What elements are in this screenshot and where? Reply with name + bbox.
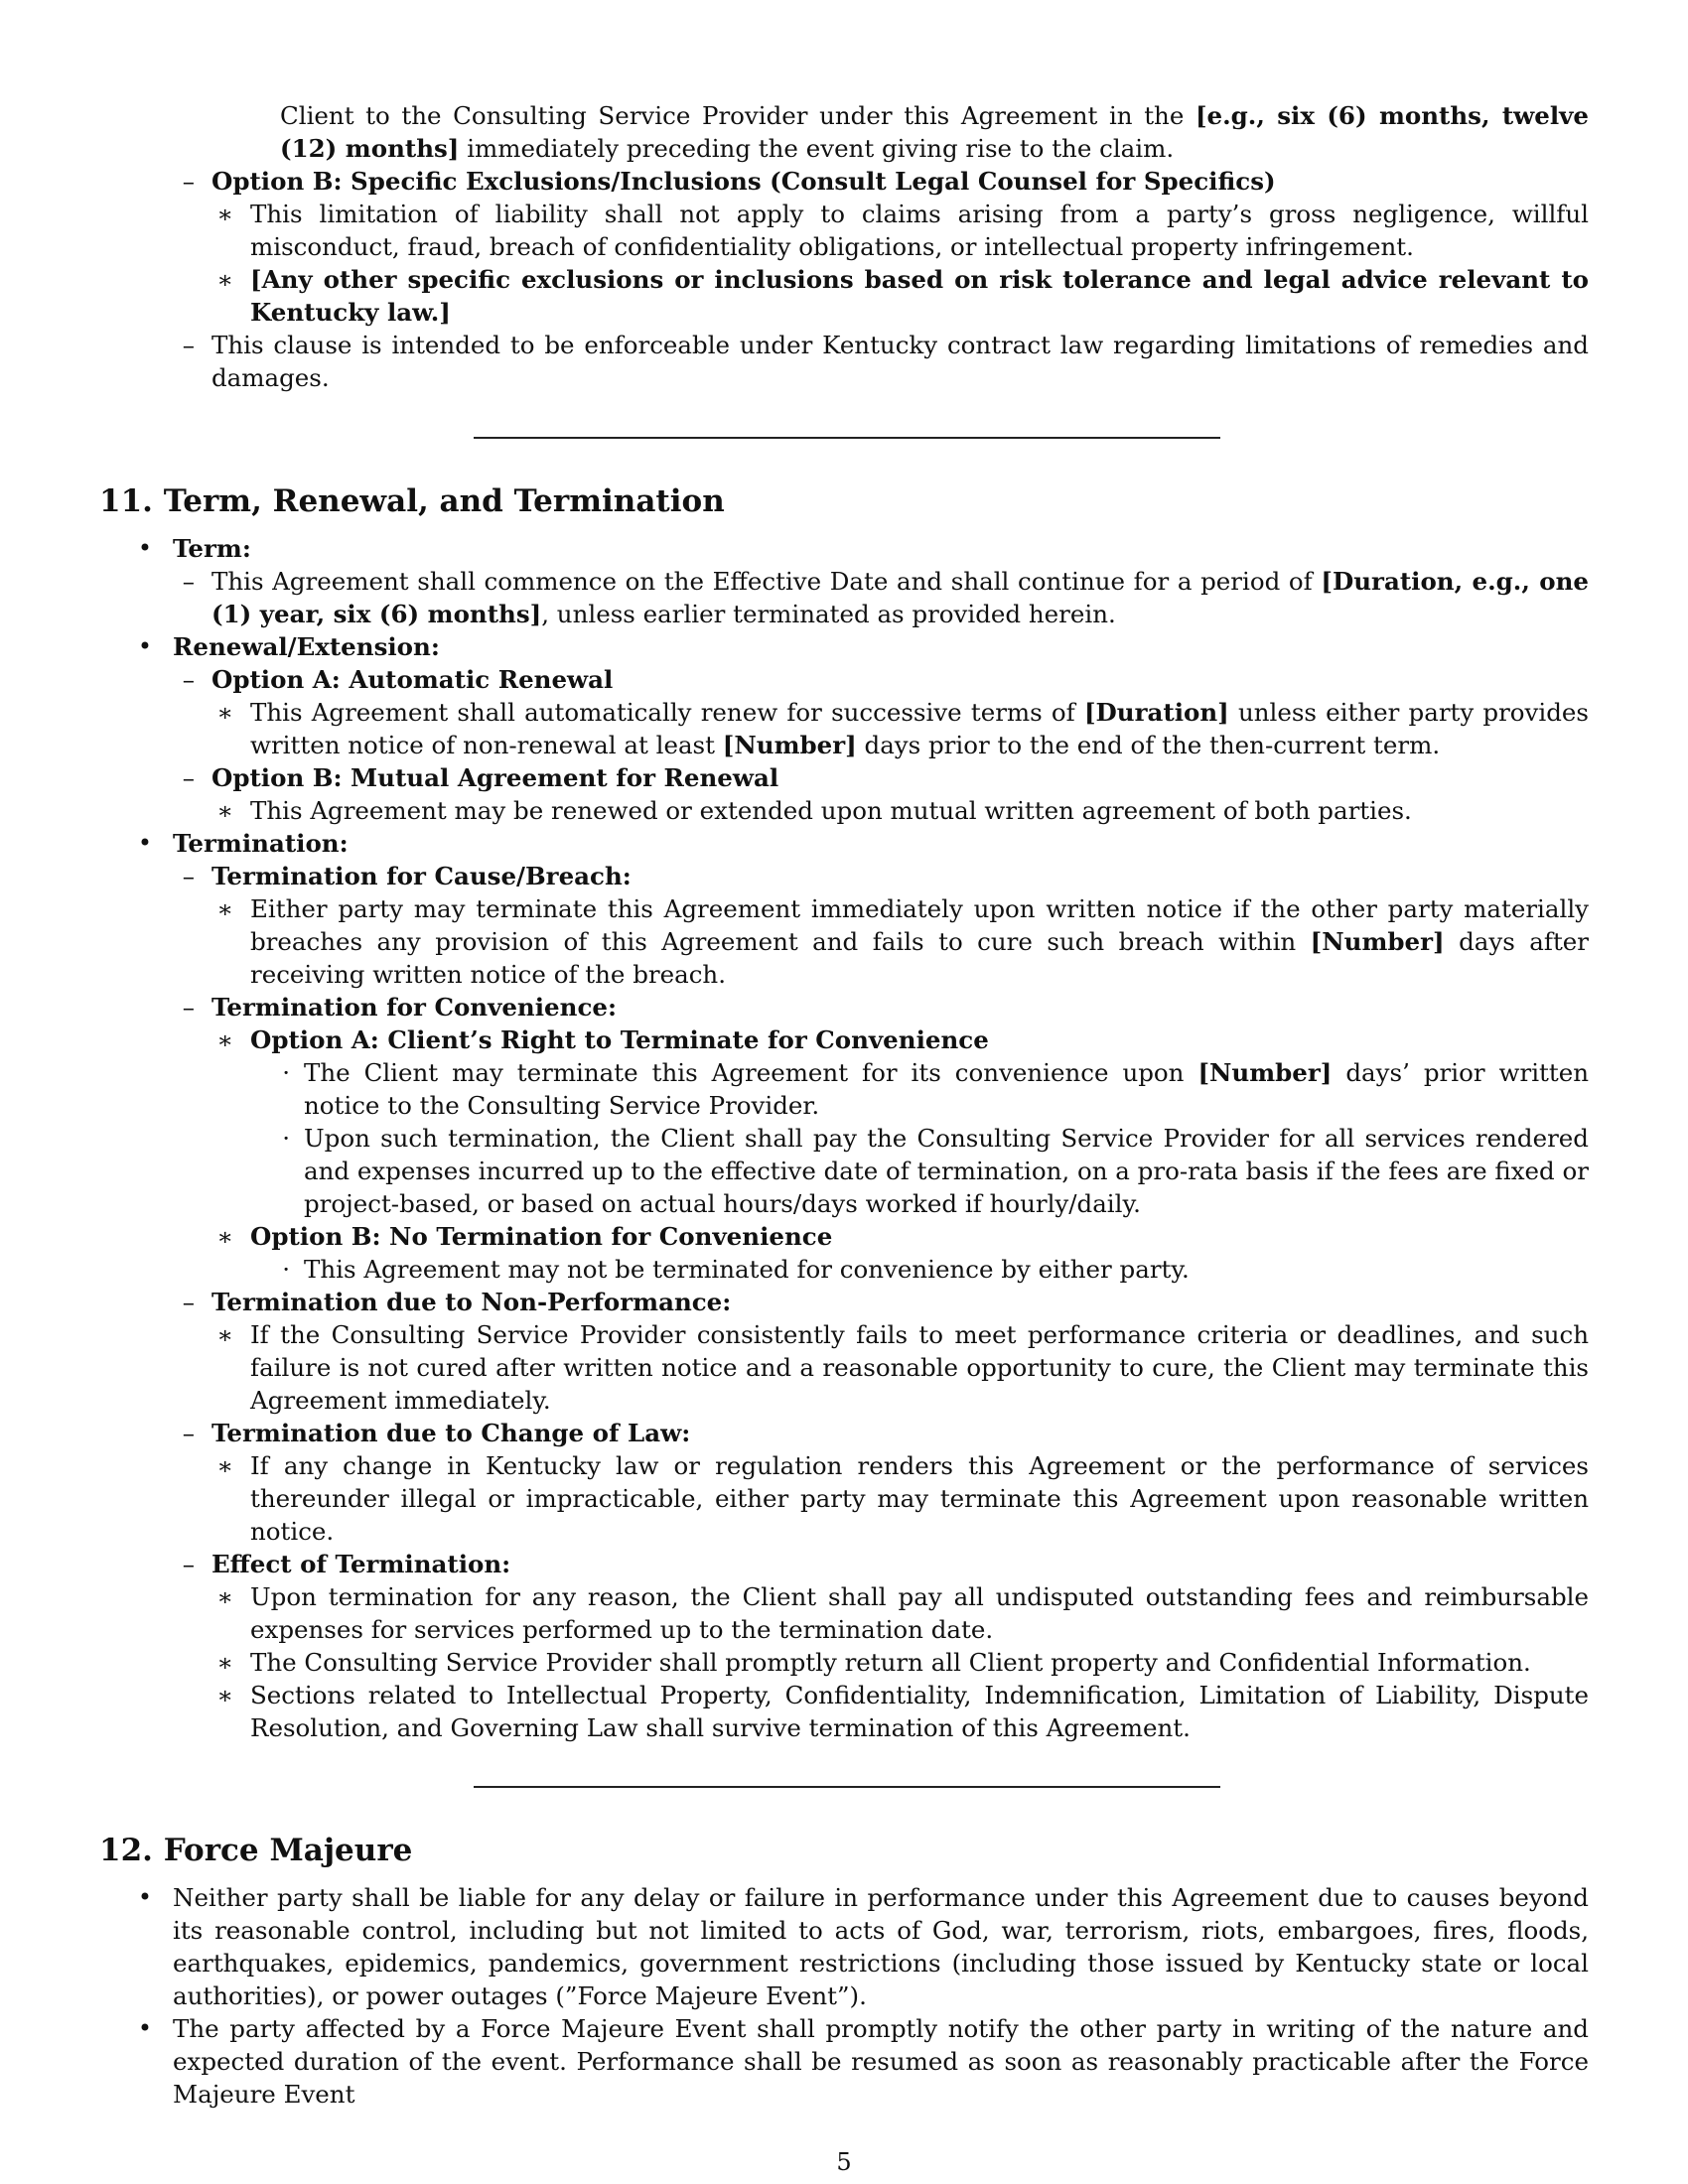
section-divider [474,1786,1220,1788]
dash-marker: – [182,1419,195,1447]
star-marker: ∗ [216,265,233,294]
list-item [211,1220,1589,1253]
term-placeholder: [Duration, e.g., one (1) year, six (6) months] [211,567,1589,628]
nonperformance-label: Termination due to Non-Performance: [211,1288,732,1316]
list-item-text: This Agreement may be renewed or extended upon mutual written agreement of both parties. [250,796,1412,825]
list-item [211,1580,1589,1646]
list-item-text: This Agreement may not be terminated for convenience by either party. [304,1255,1190,1284]
list-item [130,1881,1589,2012]
list-item-term [130,532,1589,565]
dash-marker: – [182,331,195,359]
convenience-text-end: days’ prior written notice to the Consulting Service Provider. [304,1058,1589,1120]
continuation-text-end: immediately preceding the event giving rise to the claim. [459,134,1175,163]
bullet-marker: • [137,632,152,660]
term-text-end: , unless earlier terminated as provided herein. [541,600,1116,628]
page-number: 5 [836,2148,852,2176]
list-item [272,1253,1589,1286]
dot-marker: · [282,1058,290,1087]
list-item-text: Upon such termination, the Client shall pay the Consulting Service Provider for all services rendered and expenses incurred up to the effective date of termination, on a pro-rata basis if the fees are fixed or project-based, or based on actual hours/days worked if hourly/daily. [304,1124,1589,1218]
list-item [161,761,1589,794]
star-marker: ∗ [216,1681,233,1709]
termination-label: Termination: [173,829,349,858]
document-page [99,99,1589,2111]
list-item [161,565,1589,630]
bullet-marker: • [137,1883,152,1911]
list-item [272,1056,1589,1122]
star-marker: ∗ [216,1582,233,1611]
term-text: This Agreement shall commence on the Effective Date and shall continue for a period of [211,567,1322,596]
list-item [211,1318,1589,1417]
option-b-item [161,165,1589,198]
list-item-text: Upon termination for any reason, the Client shall pay all undisputed outstanding fees and reimbursable expenses for services performed up to the termination date. [250,1582,1589,1644]
number-placeholder: [Number] [722,731,857,759]
renewal-text: unless either party provides written notice of non-renewal at least [250,698,1589,759]
continuation-placeholder: [e.g., six (6) months, twelve (12) months] [280,101,1589,163]
list-item [161,860,1589,892]
list-item-text: If the Consulting Service Provider consistently fails to meet performance criteria or deadlines, and such failure is not cured after written notice and a reasonable opportunity to cure, the Client may terminate this Agreement immediately. [250,1320,1589,1415]
dash-marker: – [182,665,195,694]
continuation-paragraph [280,99,1589,165]
change-of-law-label: Termination due to Change of Law: [211,1419,691,1447]
star-marker: ∗ [216,200,233,228]
renewal-option-b: Option B: Mutual Agreement for Renewal [211,763,779,792]
star-marker: ∗ [216,1222,233,1251]
list-item-text: The Consulting Service Provider shall promptly return all Client property and Confidential Information. [250,1648,1531,1677]
number-placeholder: [Number] [1197,1058,1333,1087]
dot-marker: · [282,1124,290,1153]
list-item [161,1417,1589,1449]
option-b-heading: Option B: Specific Exclusions/Inclusions (Consult Legal Counsel for Specifics) [211,167,1276,196]
enforceable-clause: This clause is intended to be enforceable under Kentucky contract law regarding limitations of remedies and damages. [211,331,1589,392]
list-item [161,329,1589,394]
renewal-option-a: Option A: Automatic Renewal [211,665,614,694]
star-marker: ∗ [216,1320,233,1349]
list-item [211,1679,1589,1744]
list-item-text: The party affected by a Force Majeure Event shall promptly notify the other party in writing of the nature and expected duration of the event. Performance shall be resumed as soon as reasonably practicable after the Force Majeure Event [173,2014,1589,2109]
bullet-marker: • [137,829,152,857]
list-item-text: [Any other specific exclusions or inclusions based on risk tolerance and legal advice relevant to Kentucky law.] [250,265,1589,327]
dash-marker: – [182,1288,195,1316]
list-item-text: This limitation of liability shall not apply to claims arising from a party’s gross negligence, willful misconduct, fraud, breach of confidentiality obligations, or intellectual property infringement. [250,200,1589,261]
section-12-title: 12. Force Majeure [99,1833,413,1868]
star-marker: ∗ [216,894,233,923]
cause-text-end: days after receiving written notice of the breach. [250,927,1590,989]
star-marker: ∗ [216,698,233,727]
section-divider [474,437,1220,439]
star-marker: ∗ [216,1451,233,1480]
list-item [211,892,1589,991]
dash-marker: – [182,567,195,596]
list-item [272,1122,1589,1220]
effect-label: Effect of Termination: [211,1550,511,1578]
list-item [211,1024,1589,1056]
list-item [211,696,1589,761]
list-item-renewal [130,630,1589,663]
list-item-termination [130,827,1589,860]
term-label: Term: [173,534,251,563]
continuation-text: Client to the Consulting Service Provider under this Agreement in the [280,101,1196,130]
list-item [211,198,1589,263]
cause-text: Either party may terminate this Agreement immediately upon written notice if the other party materially breaches any provision of this Agreement and fails to cure such breach within [250,894,1589,956]
dash-marker: – [182,1550,195,1578]
renewal-label: Renewal/Extension: [173,632,440,661]
dot-marker: · [282,1255,290,1284]
section-11-title: 11. Term, Renewal, and Termination [99,483,725,519]
list-item-text: Sections related to Intellectual Property, Confidentiality, Indemnification, Limitation of Liability, Dispute Resolution, and Governing Law shall survive termination of this Agreement. [250,1681,1589,1742]
list-item-text: If any change in Kentucky law or regulation renders this Agreement or the performance of services thereunder illegal or impracticable, either party may terminate this Agreement upon reasonable written notice. [250,1451,1589,1546]
convenience-option-a: Option A: Client’s Right to Terminate for Convenience [250,1025,989,1054]
bullet-marker: • [137,2014,152,2042]
duration-placeholder: [Duration] [1083,698,1229,727]
list-item [211,1646,1589,1679]
list-item [161,991,1589,1024]
list-item-text: Neither party shall be liable for any delay or failure in performance under this Agreement due to causes beyond its reasonable control, including but not limited to acts of God, war, terrorism, riots, embargoes, fires, floods, earthquakes, epidemics, pandemics, government restrictions (including those issued by Kentucky state or local authorities), or power outages (”Force Majeure Event”). [173,1883,1589,2010]
list-item [211,263,1589,329]
convenience-option-b: Option B: No Termination for Convenience [250,1222,833,1251]
list-item [161,1548,1589,1580]
dash-marker: – [182,993,195,1022]
convenience-text: The Client may terminate this Agreement for its convenience upon [304,1058,1198,1087]
renewal-text: This Agreement shall automatically renew for successive terms of [250,698,1084,727]
list-item [211,1449,1589,1548]
bullet-marker: • [137,534,152,562]
renewal-text: days prior to the end of the then-current term. [856,731,1441,759]
cause-label: Termination for Cause/Breach: [211,862,632,890]
dash-marker: – [182,862,195,890]
star-marker: ∗ [216,1648,233,1677]
star-marker: ∗ [216,1025,233,1054]
star-marker: ∗ [216,796,233,825]
list-item [161,663,1589,696]
convenience-label: Termination for Convenience: [211,993,618,1022]
number-placeholder: [Number] [1310,927,1445,956]
list-item [161,1286,1589,1318]
dash-marker: – [182,167,195,196]
dash-marker: – [182,763,195,792]
list-item [211,794,1589,827]
list-item [130,2012,1589,2111]
